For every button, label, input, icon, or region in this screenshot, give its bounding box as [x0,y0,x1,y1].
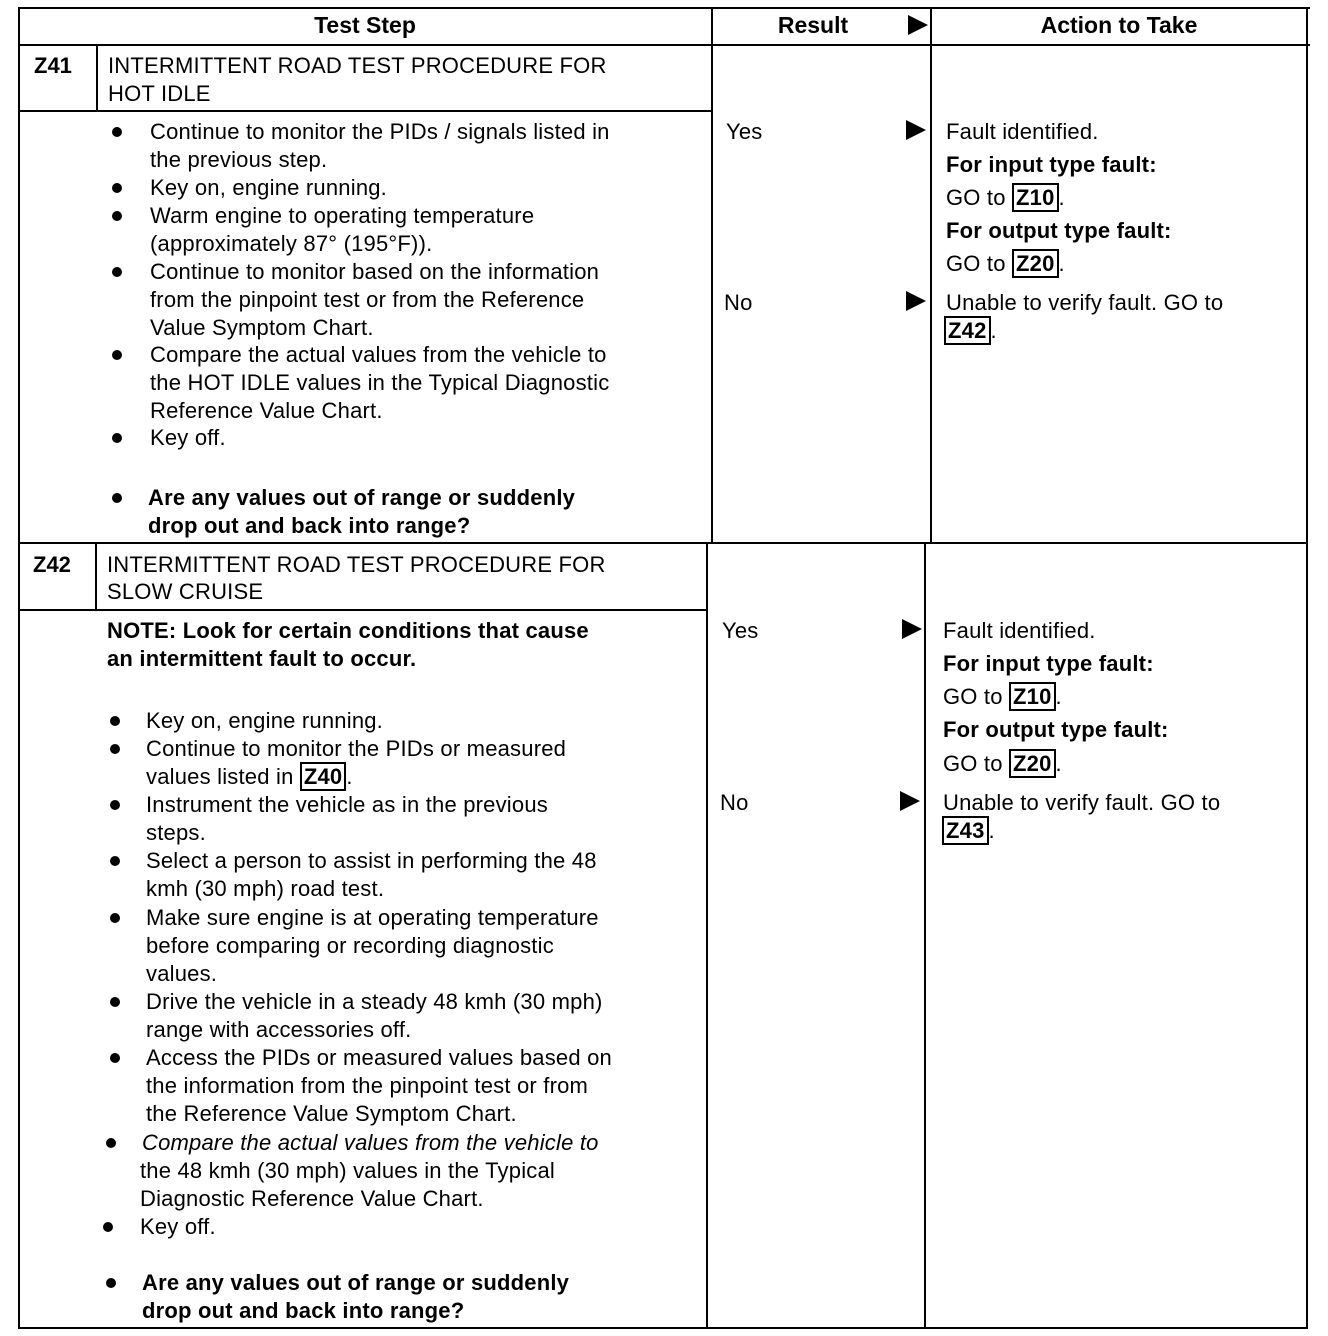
bullet-icon [110,744,120,754]
z41-result-yes: Yes [726,119,763,144]
z42-step-4-line2: kmh (30 mph) road test. [146,876,385,901]
z41-no-action-line1: Unable to verify fault. GO to [946,290,1224,315]
z43-link[interactable]: Z43 [942,816,989,845]
z41-step-1-line1: Continue to monitor the PIDs / signals listed in [150,119,610,144]
z41-step-4-line2: from the pinpoint test or from the Reference [150,287,585,312]
z42-no-action-line1: Unable to verify fault. GO to [943,790,1221,815]
z42-step-9-line1: Key off. [140,1214,216,1239]
z42-step-1-line1: Key on, engine running. [146,708,383,733]
header-bottom-border [18,44,1310,46]
z41-result-no: No [724,290,753,315]
bullet-icon [112,183,122,193]
z41-step-3-line2: (approximately 87° (195°F)). [150,231,433,256]
z42-input-fault-label: For input type fault: [943,651,1154,676]
z41-row-bottom [18,542,1308,544]
col-divider-result-bottom [706,542,708,1329]
bullet-icon [112,211,122,221]
z42-question-line1: Are any values out of range or suddenly [142,1270,570,1295]
z41-output-fault-label: For output type fault: [946,218,1172,243]
z42-note-line1: NOTE: Look for certain conditions that cause [107,618,589,643]
bullet-icon [112,267,122,277]
z42-title-line2: SLOW CRUISE [107,579,264,604]
z42-step-8-line1: Compare the actual values from the vehicle to [142,1130,599,1155]
z41-title-bottom [18,110,712,112]
z42-step-2-line2: values listed in Z40 . [146,764,353,789]
z41-question-line2: drop out and back into range? [148,513,471,538]
z42-no-action-line2: Z43 . [942,817,995,845]
bullet-icon [112,493,122,503]
z41-title-line1: INTERMITTENT ROAD TEST PROCEDURE FOR [108,53,607,78]
z42-note-line2: an intermittent fault to occur. [107,646,417,671]
header-action: Action to Take [1040,12,1198,38]
z41-output-goto: GO to Z20 . [946,251,1065,276]
z41-step-5-line2: the HOT IDLE values in the Typical Diagnostic [150,370,610,395]
arrow-icon [900,791,920,811]
z42-step-7-line1: Access the PIDs or measured values based on [146,1045,612,1070]
arrow-icon [906,120,926,140]
z41-id-divider [96,44,98,112]
z42-input-goto: GO to Z10 . [943,684,1062,709]
bullet-icon [106,1278,116,1288]
z42-output-fault-label: For output type fault: [943,717,1169,742]
z42-step-5-line2: before comparing or recording diagnostic [146,933,554,958]
z42-link[interactable]: Z42 [944,316,991,345]
col-divider-result-top [711,7,713,544]
col-divider-action-top [930,7,932,544]
arrow-icon [906,291,926,311]
z10-link[interactable]: Z10 [1009,682,1056,711]
z42-step-2-line1: Continue to monitor the PIDs or measured [146,736,567,761]
z41-step-4-line1: Continue to monitor based on the information [150,259,600,284]
table-right-border [1306,7,1308,1329]
z42-step-3-line2: steps. [146,820,206,845]
z42-step-8-line2: the 48 kmh (30 mph) values in the Typical [140,1158,556,1183]
z41-step-4-line3: Value Symptom Chart. [150,315,374,340]
z42-step-6-line2: range with accessories off. [146,1017,412,1042]
bullet-icon [112,433,122,443]
goto-text: GO to [946,185,1006,210]
z42-step-8-line3: Diagnostic Reference Value Chart. [140,1186,484,1211]
z42-title-bottom [18,609,708,611]
z41-step-3-line1: Warm engine to operating temperature [150,203,535,228]
col-divider-action-bottom [924,542,926,1329]
goto-text: GO to [943,751,1003,776]
z42-title-line1: INTERMITTENT ROAD TEST PROCEDURE FOR [107,552,606,577]
z42-result-no: No [720,790,749,815]
header-result: Result [777,12,849,38]
table-left-border [18,7,20,1329]
z42-id-divider [95,542,97,611]
z42-result-yes: Yes [722,618,759,643]
z41-title-line2: HOT IDLE [108,81,211,106]
z10-link[interactable]: Z10 [1012,183,1059,212]
header-test-step: Test Step [314,12,416,38]
z41-step-5-line3: Reference Value Chart. [150,398,383,423]
z41-input-fault-label: For input type fault: [946,152,1157,177]
z42-step-5-line1: Make sure engine is at operating temperature [146,905,599,930]
z41-step-id: Z41 [34,53,72,78]
goto-text: GO to [946,251,1006,276]
bullet-icon [112,350,122,360]
z42-step-7-line3: the Reference Value Symptom Chart. [146,1101,517,1126]
z41-question-line1: Are any values out of range or suddenly [148,485,576,510]
z41-no-action-line2: Z42 . [944,317,997,345]
z41-step-6-line1: Key off. [150,425,226,450]
bullet-icon [110,800,120,810]
bullet-icon [106,1138,116,1148]
bullet-icon [110,1053,120,1063]
z42-question-line2: drop out and back into range? [142,1298,465,1323]
z42-step-3-line1: Instrument the vehicle as in the previous [146,792,548,817]
z20-link[interactable]: Z20 [1009,749,1056,778]
bullet-icon [110,997,120,1007]
z41-yes-action-line1: Fault identified. [946,119,1099,144]
bullet-icon [110,716,120,726]
z42-step-6-line1: Drive the vehicle in a steady 48 kmh (30 mph) [146,989,603,1014]
table-top-border [18,7,1310,9]
table-bottom-border [18,1327,1308,1329]
bullet-icon [110,856,120,866]
bullet-icon [103,1222,113,1232]
z41-step-2-line1: Key on, engine running. [150,175,387,200]
header-arrow-icon [908,15,928,35]
z40-link[interactable]: Z40 [300,762,347,791]
z42-yes-action-line1: Fault identified. [943,618,1096,643]
goto-text: GO to [943,684,1003,709]
bullet-icon [110,913,120,923]
arrow-icon [902,619,922,639]
z42-output-goto: GO to Z20 . [943,751,1062,776]
z20-link[interactable]: Z20 [1012,249,1059,278]
z42-step-4-line1: Select a person to assist in performing the 48 [146,848,597,873]
z41-step-5-line1: Compare the actual values from the vehicle to [150,342,607,367]
z42-step-2-text: values listed in [146,764,294,789]
bullet-icon [112,127,122,137]
z42-step-5-line3: values. [146,961,218,986]
z41-step-1-line2: the previous step. [150,147,328,172]
z42-step-7-line2: the information from the pinpoint test or from [146,1073,589,1098]
z41-input-goto: GO to Z10 . [946,185,1065,210]
z42-step-id: Z42 [33,552,71,577]
